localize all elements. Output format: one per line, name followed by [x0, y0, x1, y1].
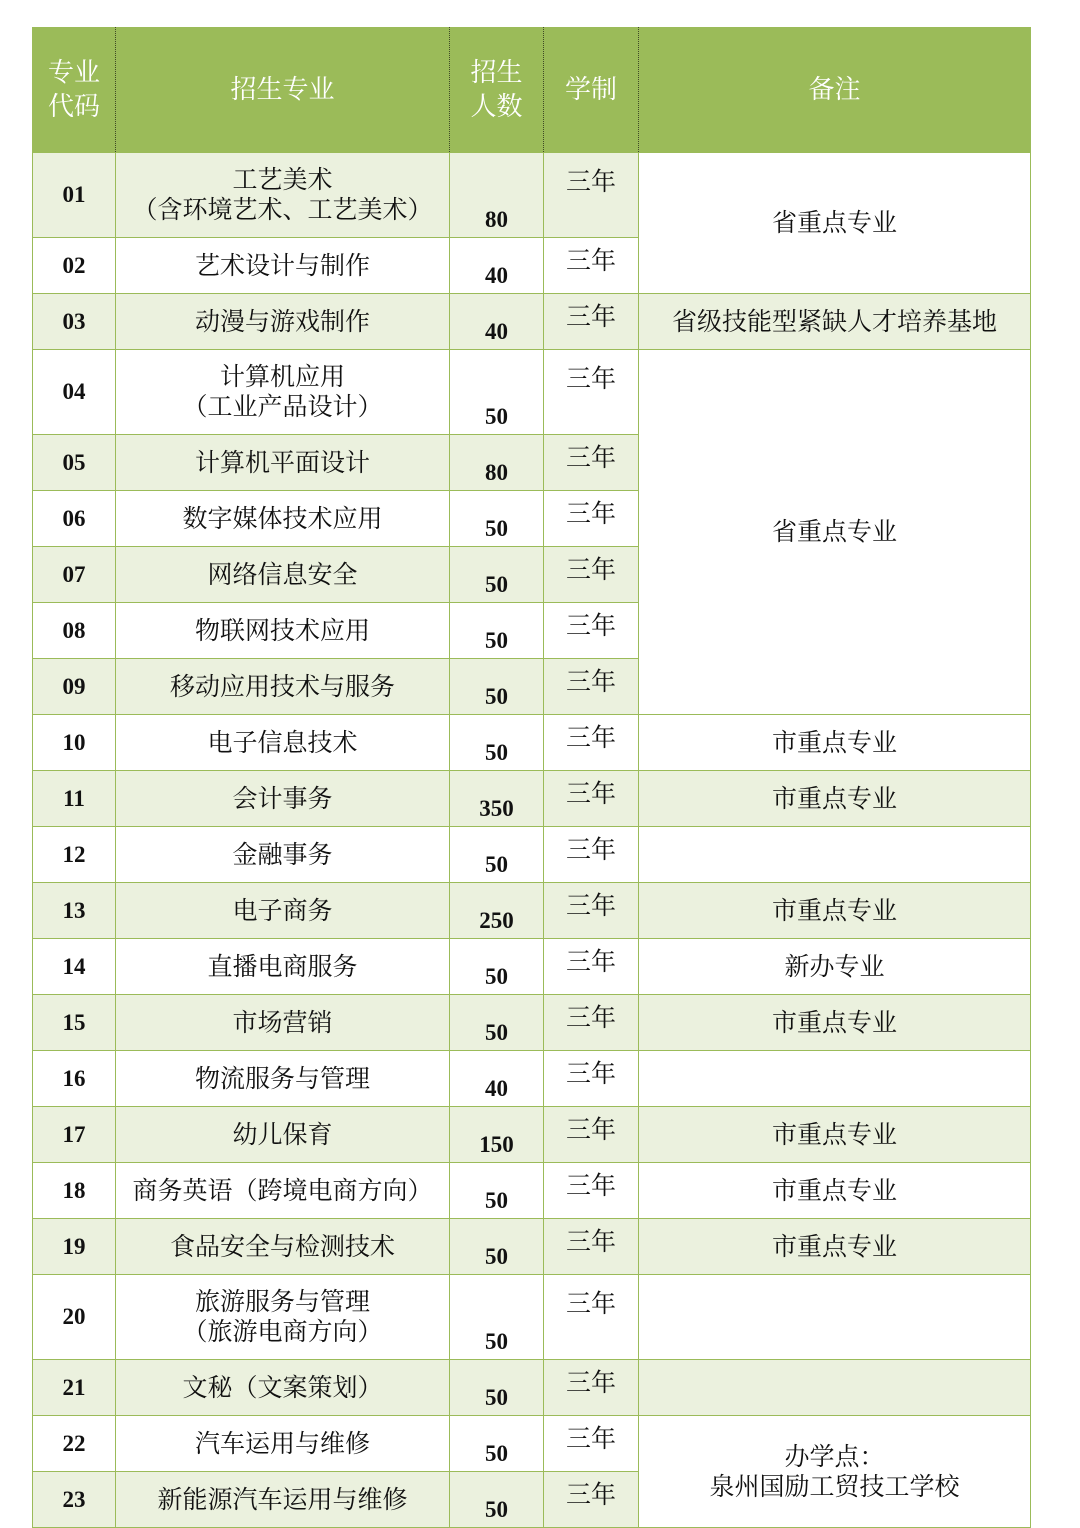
major-name: 市场营销	[116, 995, 450, 1051]
enrollment-table-container	[32, 27, 1030, 1528]
enroll-count: 80	[450, 435, 544, 491]
enroll-count: 50	[450, 1275, 544, 1360]
study-years: 三年	[544, 1219, 639, 1275]
table-row	[33, 1219, 1031, 1275]
major-name: 移动应用技术与服务	[116, 659, 450, 715]
major-code: 07	[33, 547, 116, 603]
major-name: 动漫与游戏制作	[116, 294, 450, 350]
note-cell	[639, 1360, 1031, 1416]
study-years: 三年	[544, 771, 639, 827]
table-row	[33, 1275, 1031, 1360]
major-name: 电子信息技术	[116, 715, 450, 771]
major-code: 14	[33, 939, 116, 995]
study-years: 三年	[544, 883, 639, 939]
major-code: 11	[33, 771, 116, 827]
enroll-count: 50	[450, 827, 544, 883]
study-years: 三年	[544, 1107, 639, 1163]
note-cell: 省重点专业	[639, 153, 1031, 294]
major-code: 21	[33, 1360, 116, 1416]
study-years: 三年	[544, 659, 639, 715]
major-code: 09	[33, 659, 116, 715]
study-years: 三年	[544, 1416, 639, 1472]
enroll-count: 50	[450, 547, 544, 603]
note-cell: 新办专业	[639, 939, 1031, 995]
major-code: 23	[33, 1472, 116, 1528]
enroll-count: 40	[450, 294, 544, 350]
table-row	[33, 1051, 1031, 1107]
study-years: 三年	[544, 435, 639, 491]
header-note: 备注	[639, 27, 1031, 153]
major-name: 幼儿保育	[116, 1107, 450, 1163]
table-row	[33, 1416, 1031, 1472]
note-cell	[639, 1275, 1031, 1360]
study-years: 三年	[544, 1275, 639, 1360]
note-cell: 办学点： 泉州国励工贸技工学校	[639, 1416, 1031, 1528]
major-name: 艺术设计与制作	[116, 238, 450, 294]
major-name: 商务英语（跨境电商方向）	[116, 1163, 450, 1219]
enroll-count: 80	[450, 153, 544, 238]
major-name: 金融事务	[116, 827, 450, 883]
major-name: 网络信息安全	[116, 547, 450, 603]
major-name: 计算机应用 （工业产品设计）	[116, 350, 450, 435]
table-row	[33, 995, 1031, 1051]
table-row	[33, 350, 1031, 435]
study-years: 三年	[544, 603, 639, 659]
enroll-count: 50	[450, 995, 544, 1051]
major-code: 12	[33, 827, 116, 883]
table-header-row	[33, 27, 1031, 153]
enroll-count: 250	[450, 883, 544, 939]
study-years: 三年	[544, 491, 639, 547]
note-cell: 市重点专业	[639, 1219, 1031, 1275]
major-name: 食品安全与检测技术	[116, 1219, 450, 1275]
enroll-count: 50	[450, 939, 544, 995]
enroll-count: 50	[450, 1472, 544, 1528]
table-row	[33, 883, 1031, 939]
note-cell: 市重点专业	[639, 1163, 1031, 1219]
major-name: 物流服务与管理	[116, 1051, 450, 1107]
major-code: 19	[33, 1219, 116, 1275]
header-code: 专业 代码	[33, 27, 116, 153]
enroll-count: 50	[450, 1219, 544, 1275]
table-row	[33, 827, 1031, 883]
study-years: 三年	[544, 153, 639, 238]
study-years: 三年	[544, 827, 639, 883]
major-code: 22	[33, 1416, 116, 1472]
enroll-count: 50	[450, 715, 544, 771]
note-cell	[639, 1051, 1031, 1107]
major-name: 直播电商服务	[116, 939, 450, 995]
major-name: 电子商务	[116, 883, 450, 939]
header-major: 招生专业	[116, 27, 450, 153]
major-code: 18	[33, 1163, 116, 1219]
major-name: 计算机平面设计	[116, 435, 450, 491]
table-row	[33, 1107, 1031, 1163]
major-code: 16	[33, 1051, 116, 1107]
table-row	[33, 939, 1031, 995]
note-cell	[639, 827, 1031, 883]
study-years: 三年	[544, 995, 639, 1051]
table-row	[33, 153, 1031, 238]
enroll-count: 50	[450, 1416, 544, 1472]
major-code: 13	[33, 883, 116, 939]
study-years: 三年	[544, 294, 639, 350]
study-years: 三年	[544, 1051, 639, 1107]
enroll-count: 50	[450, 491, 544, 547]
note-cell: 市重点专业	[639, 883, 1031, 939]
header-years: 学制	[544, 27, 639, 153]
major-code: 20	[33, 1275, 116, 1360]
table-row	[33, 294, 1031, 350]
study-years: 三年	[544, 350, 639, 435]
major-code: 01	[33, 153, 116, 238]
major-code: 08	[33, 603, 116, 659]
study-years: 三年	[544, 238, 639, 294]
note-cell: 市重点专业	[639, 1107, 1031, 1163]
table-row	[33, 771, 1031, 827]
enroll-count: 50	[450, 350, 544, 435]
table-row	[33, 1360, 1031, 1416]
major-name: 汽车运用与维修	[116, 1416, 450, 1472]
note-cell: 省级技能型紧缺人才培养基地	[639, 294, 1031, 350]
enrollment-table	[32, 27, 1031, 1528]
study-years: 三年	[544, 939, 639, 995]
major-code: 02	[33, 238, 116, 294]
study-years: 三年	[544, 547, 639, 603]
header-count: 招生 人数	[450, 27, 544, 153]
note-cell: 市重点专业	[639, 771, 1031, 827]
study-years: 三年	[544, 1360, 639, 1416]
major-name: 文秘（文案策划）	[116, 1360, 450, 1416]
major-name: 工艺美术 （含环境艺术、工艺美术）	[116, 153, 450, 238]
table-row	[33, 1163, 1031, 1219]
note-cell: 市重点专业	[639, 995, 1031, 1051]
major-name: 旅游服务与管理 （旅游电商方向）	[116, 1275, 450, 1360]
major-code: 06	[33, 491, 116, 547]
major-code: 17	[33, 1107, 116, 1163]
table-row	[33, 715, 1031, 771]
major-code: 04	[33, 350, 116, 435]
enroll-count: 50	[450, 603, 544, 659]
major-code: 15	[33, 995, 116, 1051]
note-cell: 省重点专业	[639, 350, 1031, 715]
study-years: 三年	[544, 1163, 639, 1219]
enroll-count: 50	[450, 1163, 544, 1219]
major-code: 05	[33, 435, 116, 491]
enroll-count: 40	[450, 1051, 544, 1107]
major-name: 新能源汽车运用与维修	[116, 1472, 450, 1528]
enroll-count: 350	[450, 771, 544, 827]
major-code: 10	[33, 715, 116, 771]
major-code: 03	[33, 294, 116, 350]
enroll-count: 50	[450, 1360, 544, 1416]
enroll-count: 40	[450, 238, 544, 294]
major-name: 数字媒体技术应用	[116, 491, 450, 547]
enroll-count: 150	[450, 1107, 544, 1163]
major-name: 物联网技术应用	[116, 603, 450, 659]
enroll-count: 50	[450, 659, 544, 715]
study-years: 三年	[544, 1472, 639, 1528]
note-cell: 市重点专业	[639, 715, 1031, 771]
study-years: 三年	[544, 715, 639, 771]
major-name: 会计事务	[116, 771, 450, 827]
